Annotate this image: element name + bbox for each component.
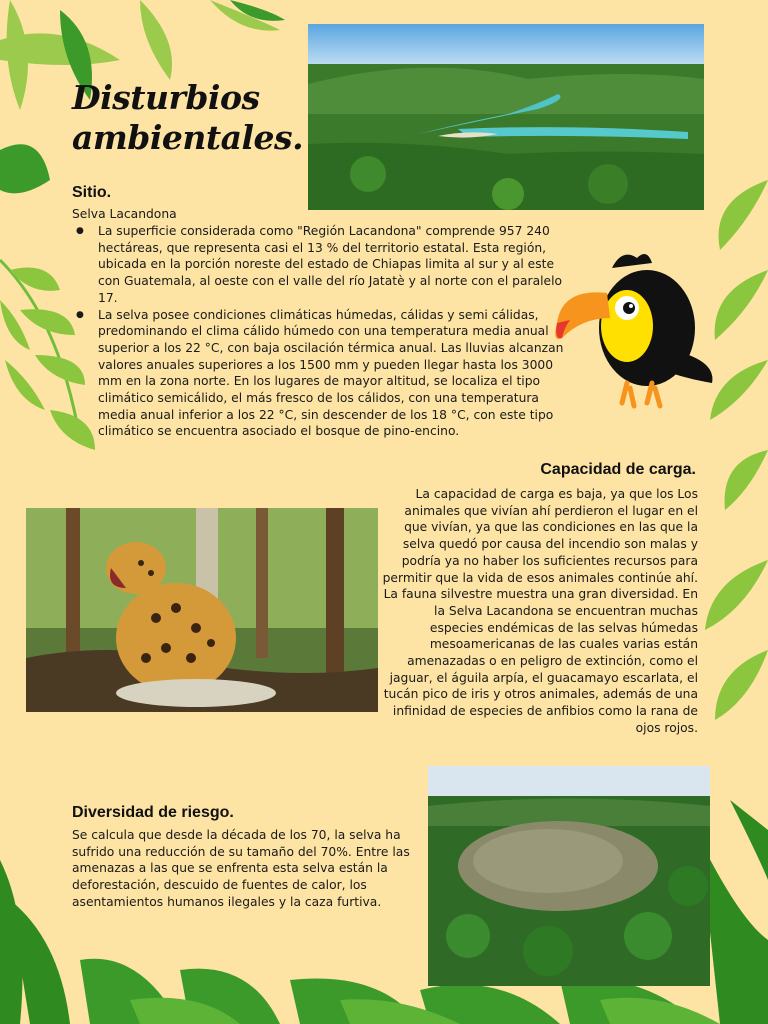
page-title: Disturbios ambientales. bbox=[72, 78, 304, 157]
capacidad-text-block bbox=[382, 486, 698, 737]
deforestation-photo bbox=[428, 766, 710, 986]
diversidad-paragraph: Se calcula que desde la década de los 70, la selva ha sufrido una reducción de su tamaño del 70%. Entre las amenazas a las que se enfrenta esta selva están la deforestación, descuido de fuentes de calor, los asentamientos humanos ilegales y la caza furtiva. bbox=[72, 828, 410, 909]
capacidad-paragraph-2: La fauna silvestre muestra una gran diversidad. En la Selva Lacandona se encuentran muchas especies endémicas de las selvas húmedas mesoamericanas de las cuales varias están amenazadas o en peligro de extinción, como el jaguar, el águila arpía, el guacamayo escarlata, el tucán pico de iris y otros animales, además de una infinidad de especies de anfibios como la rana de ojos rojos. bbox=[383, 587, 698, 735]
sitio-heading: Sitio. bbox=[72, 184, 112, 201]
river-landscape-photo bbox=[308, 24, 704, 210]
sitio-bullet-item: ● La superficie considerada como "Región Lacandona" comprende 957 240 hectáreas, que representa casi el 13 % del territorio estatal. Esta región, ubicada en la porción noreste del estado de Chiapas limita al sur y al este con Guatemala, al oeste con el valle del río Jatatè y al norte con el paralelo 17. bbox=[98, 223, 576, 307]
toucan-icon bbox=[552, 248, 720, 413]
diversidad-heading: Diversidad de riesgo. bbox=[72, 804, 234, 821]
capacidad-heading: Capacidad de carga. bbox=[540, 461, 696, 478]
jaguar-photo bbox=[26, 508, 378, 712]
capacidad-paragraph-1: La capacidad de carga es baja, ya que los Los animales que vivían ahí perdieron el lugar en el que vivían, ya que las condiciones en las que la selva quedó por causa del incendio son malas y podría ya no haber los suficientes recursos para permitir que la vida de esos animales continúe ahí. bbox=[382, 487, 698, 585]
sitio-bullet-item: ● La selva posee condiciones climáticas húmedas, cálidas y semi cálidas, predominando el clima cálido húmedo con una temperatura media anual superior a los 22 °C, con baja oscilación térmica anual. Las lluvias alcanzan valores anuales superiores a los 1500 mm y pueden llegar hasta los 3000 mm en la zona norte. En los lugares de mayor altitud, se localiza el tipo climático semicálido, el más fresco de los cálidos, con una temperatura media anual inferior a los 22 °C, sin descender de los 18 °C, con este tipo climático se encuentra asociado el bosque de pino-encino. bbox=[98, 307, 576, 441]
sitio-bullet-list bbox=[72, 223, 576, 440]
sitio-subheading: Selva Lacandona bbox=[72, 207, 177, 221]
